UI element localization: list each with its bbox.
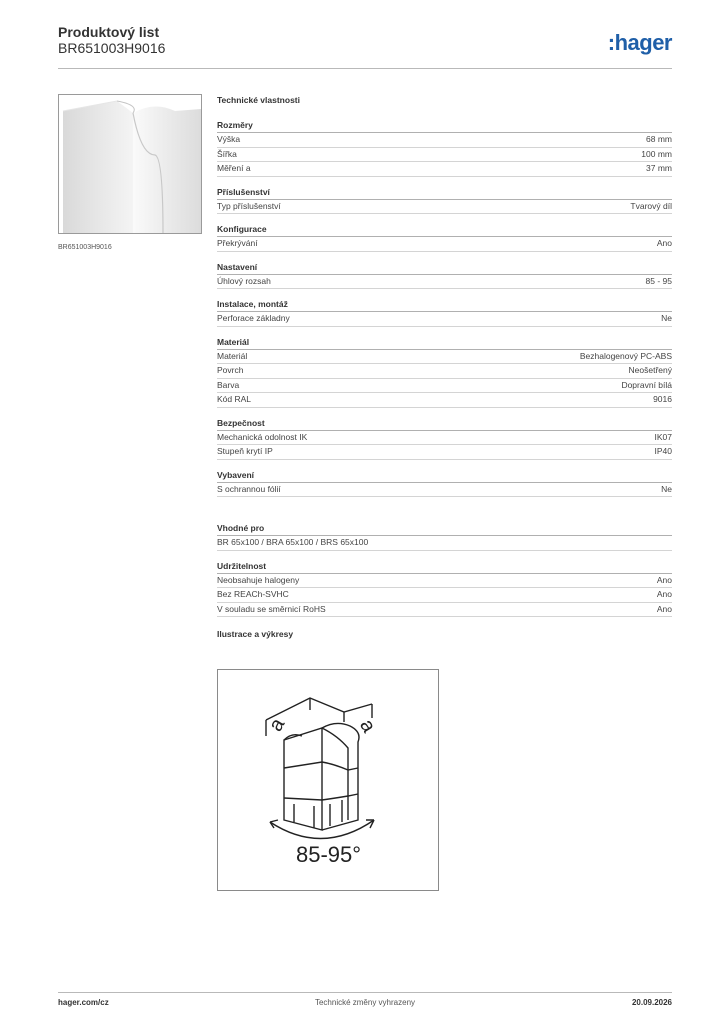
spec-section-heading: Příslušenství (217, 187, 672, 200)
spec-value: Ne (661, 313, 672, 323)
website-link[interactable]: hager.com/cz (58, 998, 109, 1007)
disclaimer-text: Technické změny vyhrazeny (314, 998, 416, 1007)
product-image (58, 94, 202, 234)
product-image-caption: BR651003H9016 (58, 244, 112, 251)
spec-section-heading: Vybavení (217, 470, 672, 483)
spec-label: S ochrannou fólií (217, 483, 281, 494)
spec-row (217, 445, 672, 460)
spec-label: V souladu se směrnicí RoHS (217, 603, 326, 614)
spec-label: Neobsahuje halogeny (217, 574, 300, 585)
spec-section-heading: Rozměry (217, 120, 672, 133)
spec-value: Ano (656, 603, 672, 614)
spec-label: Šířka (217, 148, 237, 159)
spec-label: Materiál (217, 350, 248, 361)
specs-title: Technické vlastnosti (217, 95, 300, 105)
spec-row (217, 483, 672, 498)
spec-value: Ano (656, 238, 672, 248)
spec-value: Dopravní bílá (621, 379, 672, 390)
spec-row (217, 364, 672, 379)
spec-row (217, 379, 672, 394)
spec-value: Neošetřený (628, 365, 672, 375)
spec-row (217, 393, 672, 408)
spec-value: 9016 (653, 394, 672, 404)
spec-section (217, 337, 672, 408)
document-title: Produktový list (58, 24, 160, 40)
dimension-label-left: a (264, 714, 290, 736)
header-divider (58, 68, 672, 69)
angle-range-label: 85-95° (296, 842, 362, 867)
spec-section-heading: Bezpečnost (217, 418, 672, 431)
spec-label: Barva (217, 379, 240, 390)
specs-sections (217, 120, 672, 617)
spec-section-heading: Instalace, montáž (217, 299, 672, 312)
document-header (58, 24, 165, 57)
spec-value: Tvarový díl (630, 200, 672, 211)
spec-section-heading: Materiál (217, 337, 672, 350)
spec-row (217, 162, 672, 177)
document-date: 20.09.2026 (631, 998, 672, 1007)
spec-label: Úhlový rozsah (217, 275, 271, 286)
spec-row (217, 200, 672, 215)
spec-section (217, 299, 672, 327)
spec-label: Stupeň krytí IP (217, 446, 273, 456)
hager-logo[interactable]: :hager (607, 30, 672, 55)
spec-section-heading: Konfigurace (217, 224, 672, 237)
spec-label: Typ příslušenství (217, 200, 281, 211)
footer-divider (58, 992, 672, 993)
spec-row (217, 536, 672, 551)
spec-value: Ne (661, 483, 672, 494)
spec-value: 85 - 95 (645, 275, 672, 286)
spec-row (217, 133, 672, 148)
illustrations-title: Ilustrace a výkresy (217, 629, 294, 639)
spec-section (217, 470, 672, 498)
spec-value: 100 mm (641, 148, 672, 159)
spec-value: Ano (656, 574, 672, 585)
spec-section (217, 224, 672, 252)
spec-label: Výška (217, 134, 241, 144)
spec-row (217, 148, 672, 163)
spec-section-heading: Nastavení (217, 262, 672, 275)
dimension-label-right: a (355, 715, 380, 737)
spec-label: Měření a (217, 163, 251, 173)
spec-value: Bezhalogenový PC-ABS (579, 350, 672, 361)
spec-label: Překrývání (217, 238, 258, 248)
spec-section (217, 120, 672, 177)
product-code: BR651003H9016 (58, 40, 166, 56)
spec-section-heading: Vhodné pro (217, 523, 672, 536)
spec-label: Povrch (217, 365, 244, 375)
spec-row (217, 574, 672, 589)
spec-row (217, 237, 672, 252)
spec-row (217, 275, 672, 290)
spec-section-heading: Udržitelnost (217, 561, 672, 574)
section-gap (217, 507, 672, 523)
spec-section (217, 418, 672, 460)
spec-row (217, 588, 672, 603)
spec-row (217, 603, 672, 618)
spec-label: Perforace základny (217, 313, 290, 323)
spec-label: Bez REACh-SVHC (217, 589, 289, 599)
spec-section (217, 262, 672, 290)
spec-row (217, 350, 672, 365)
spec-value: 68 mm (646, 134, 672, 144)
dimension-drawing (217, 669, 439, 891)
technical-specs (217, 94, 672, 639)
spec-section (217, 523, 672, 551)
spec-row (217, 312, 672, 327)
spec-value: 37 mm (646, 163, 672, 173)
spec-row (217, 431, 672, 446)
spec-value: IP40 (654, 446, 672, 456)
spec-label: Kód RAL (217, 394, 252, 404)
spec-label: BR 65x100 / BRA 65x100 / BRS 65x100 (217, 537, 369, 547)
spec-section (217, 187, 672, 215)
spec-value: IK07 (654, 431, 672, 442)
spec-value: Ano (656, 589, 672, 599)
spec-section (217, 561, 672, 618)
spec-label: Mechanická odolnost IK (217, 431, 308, 442)
